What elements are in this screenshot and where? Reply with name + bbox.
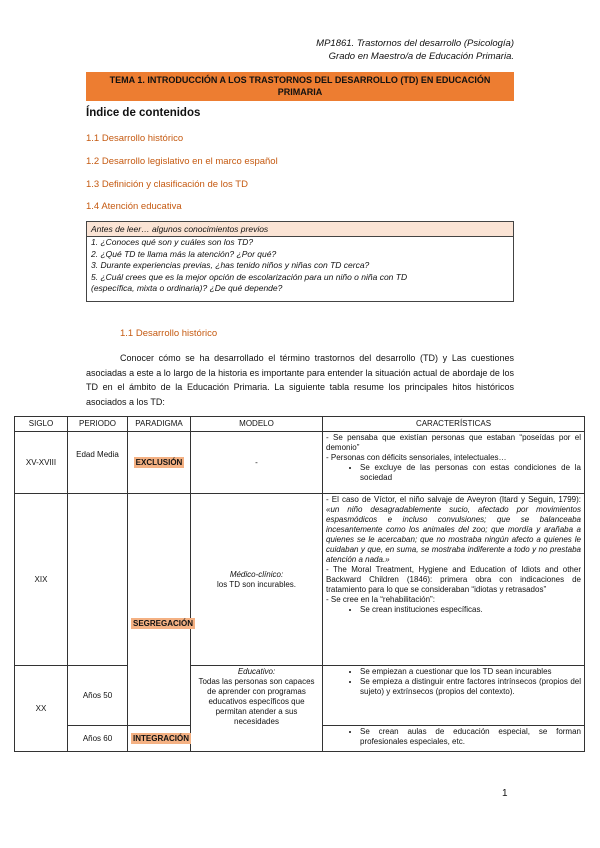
carac-line: - Se pensaba que existían personas que estaban “poseídas por el demonio”	[326, 433, 581, 452]
cell-paradigma	[128, 432, 191, 494]
cell-siglo: XIX	[15, 494, 68, 666]
cell-siglo: XX	[15, 666, 68, 752]
model-text: los TD son incurables.	[217, 579, 296, 589]
course-title: MP1861. Trastornos del desarrollo (Psicología)	[316, 38, 514, 49]
cell-siglo: XV-XVIII	[15, 432, 68, 494]
paradigm-badge-exclusion: EXCLUSIÓN	[135, 457, 183, 467]
table-row	[15, 432, 585, 494]
toc-item-3[interactable]: 1.3 Definición y clasificación de los TD	[86, 179, 248, 190]
carac-bullet: • Se empiezan a cuestionar que los TD sean incurables	[360, 667, 581, 677]
cell-periodo: Años 50	[68, 666, 128, 726]
cell-caracteristicas	[323, 726, 585, 752]
cell-modelo	[191, 666, 323, 752]
section-title: 1.1 Desarrollo histórico	[120, 328, 218, 339]
model-title: Educativo:	[237, 667, 276, 676]
header-periodo: PERIODO	[68, 417, 128, 432]
carac-line: - Se cree en la “rehabilitación”:	[326, 595, 435, 604]
prior-knowledge-heading: Antes de leer… algunos conocimientos previos	[87, 222, 513, 237]
carac-list	[326, 463, 581, 483]
prior-knowledge-box	[86, 221, 514, 302]
intro-paragraph-text: Conocer cómo se ha desarrollado el término trastornos del desarrollo (TD) y Las cuestiones asociadas a este a lo largo de la historia es importante para entender la situación actual de abordaje de los TD en el ámbito de la Educación Primaria. La siguiente tabla resume los principales hitos históricos asociados a los TD:	[86, 353, 514, 407]
carac-quote: «un niño desagradablemente sucio, afectado por movimientos espasmódicos e incluso convulsiones; que se balanceaba incesantemente como los animales del zoo; que mordía y arañaba a quienes se le acercaban; que no mostraba ningún afecto a quienes le cuidaban y que, en suma, se mostraba indiferente a todo y no prestaba atención a nada.»	[326, 505, 581, 564]
carac-bullet: • Se empieza a distinguir entre factores intrínsecos (propios del sujeto) y extrínsecos (propios del contexto).	[360, 677, 581, 697]
table-row	[15, 666, 585, 726]
carac-list	[326, 727, 581, 747]
prior-question-5: 5. ¿Cuál crees que es la mejor opción de escolarización para un niño o niña con TD	[91, 271, 408, 282]
table-header-row	[15, 417, 585, 432]
chapter-title-line2: PRIMARIA	[277, 87, 323, 97]
paradigm-badge-segregacion: SEGREGACIÓN	[133, 619, 194, 628]
cell-periodo-empty	[68, 494, 128, 666]
page-number: 1	[502, 788, 508, 799]
cell-modelo: -	[191, 432, 323, 494]
carac-line: - The Moral Treatment, Hygiene and Education of Idiots and other Backward Children (1846): primera obra con indicaciones de tratamiento para lo que se consideraban “idiotas y retrasados”	[326, 565, 581, 594]
intro-paragraph	[86, 351, 514, 409]
header-paradigma: PARADIGMA	[128, 417, 191, 432]
cell-caracteristicas	[323, 432, 585, 494]
cell-paradigma	[128, 726, 191, 752]
chapter-title	[86, 72, 514, 101]
carac-list	[326, 667, 581, 697]
header-siglo: SIGLO	[15, 417, 68, 432]
header-modelo: MODELO	[191, 417, 323, 432]
table-row	[15, 494, 585, 666]
model-text: Todas las personas son capaces de aprender con programas educativos específicos que permitan atender a sus necesidades	[198, 677, 315, 726]
cell-caracteristicas	[323, 494, 585, 666]
carac-bullet: • Se excluye de las personas con estas condiciones de la sociedad	[360, 463, 581, 483]
toc-item-2[interactable]: 1.2 Desarrollo legislativo en el marco español	[86, 156, 278, 167]
chapter-title-line1: TEMA 1. INTRODUCCIÓN A LOS TRASTORNOS DEL DESARROLLO (TD) EN EDUCACIÓN	[109, 75, 491, 85]
index-title: Índice de contenidos	[86, 107, 201, 119]
carac-list	[326, 605, 581, 615]
toc-item-1[interactable]: 1.1 Desarrollo histórico	[86, 133, 184, 144]
carac-bullet: • Se crean instituciones específicas.	[360, 605, 581, 615]
model-title: Médico-clínico:	[229, 569, 284, 579]
cell-periodo: Años 60	[68, 726, 128, 752]
paradigm-badge-integracion: INTEGRACIÓN	[133, 733, 189, 743]
prior-question-1: 1. ¿Conoces qué son y cuáles son los TD?	[91, 237, 254, 247]
header-caracteristicas: CARACTERÍSTICAS	[323, 417, 585, 432]
carac-line	[326, 495, 581, 565]
cell-modelo	[191, 494, 323, 666]
history-table	[14, 416, 585, 752]
carac-line: - Personas con déficits sensoriales, intelectuales…	[326, 453, 507, 462]
prior-question-5-cont: (específica, mixta o ordinaria)? ¿De qué depende?	[91, 283, 283, 293]
carac-lead: - El caso de Víctor, el niño salvaje de Aveyron (Itard y Seguin, 1799):	[326, 495, 581, 504]
prior-question-3: 3. Durante experiencias previas, ¿has tenido niños y niñas con TD cerca?	[91, 260, 370, 270]
cell-paradigma	[128, 494, 194, 726]
document-header	[316, 37, 514, 63]
carac-bullet: • Se crean aulas de educación especial, se forman profesionales especiales, etc.	[360, 727, 581, 747]
degree-title: Grado en Maestro/a de Educación Primaria.	[328, 51, 514, 62]
prior-question-2: 2. ¿Qué TD te llama más la atención? ¿Por qué?	[91, 248, 277, 259]
cell-caracteristicas	[323, 666, 585, 726]
toc-item-4[interactable]: 1.4 Atención educativa	[86, 201, 182, 212]
cell-periodo: Edad Media	[68, 432, 128, 494]
